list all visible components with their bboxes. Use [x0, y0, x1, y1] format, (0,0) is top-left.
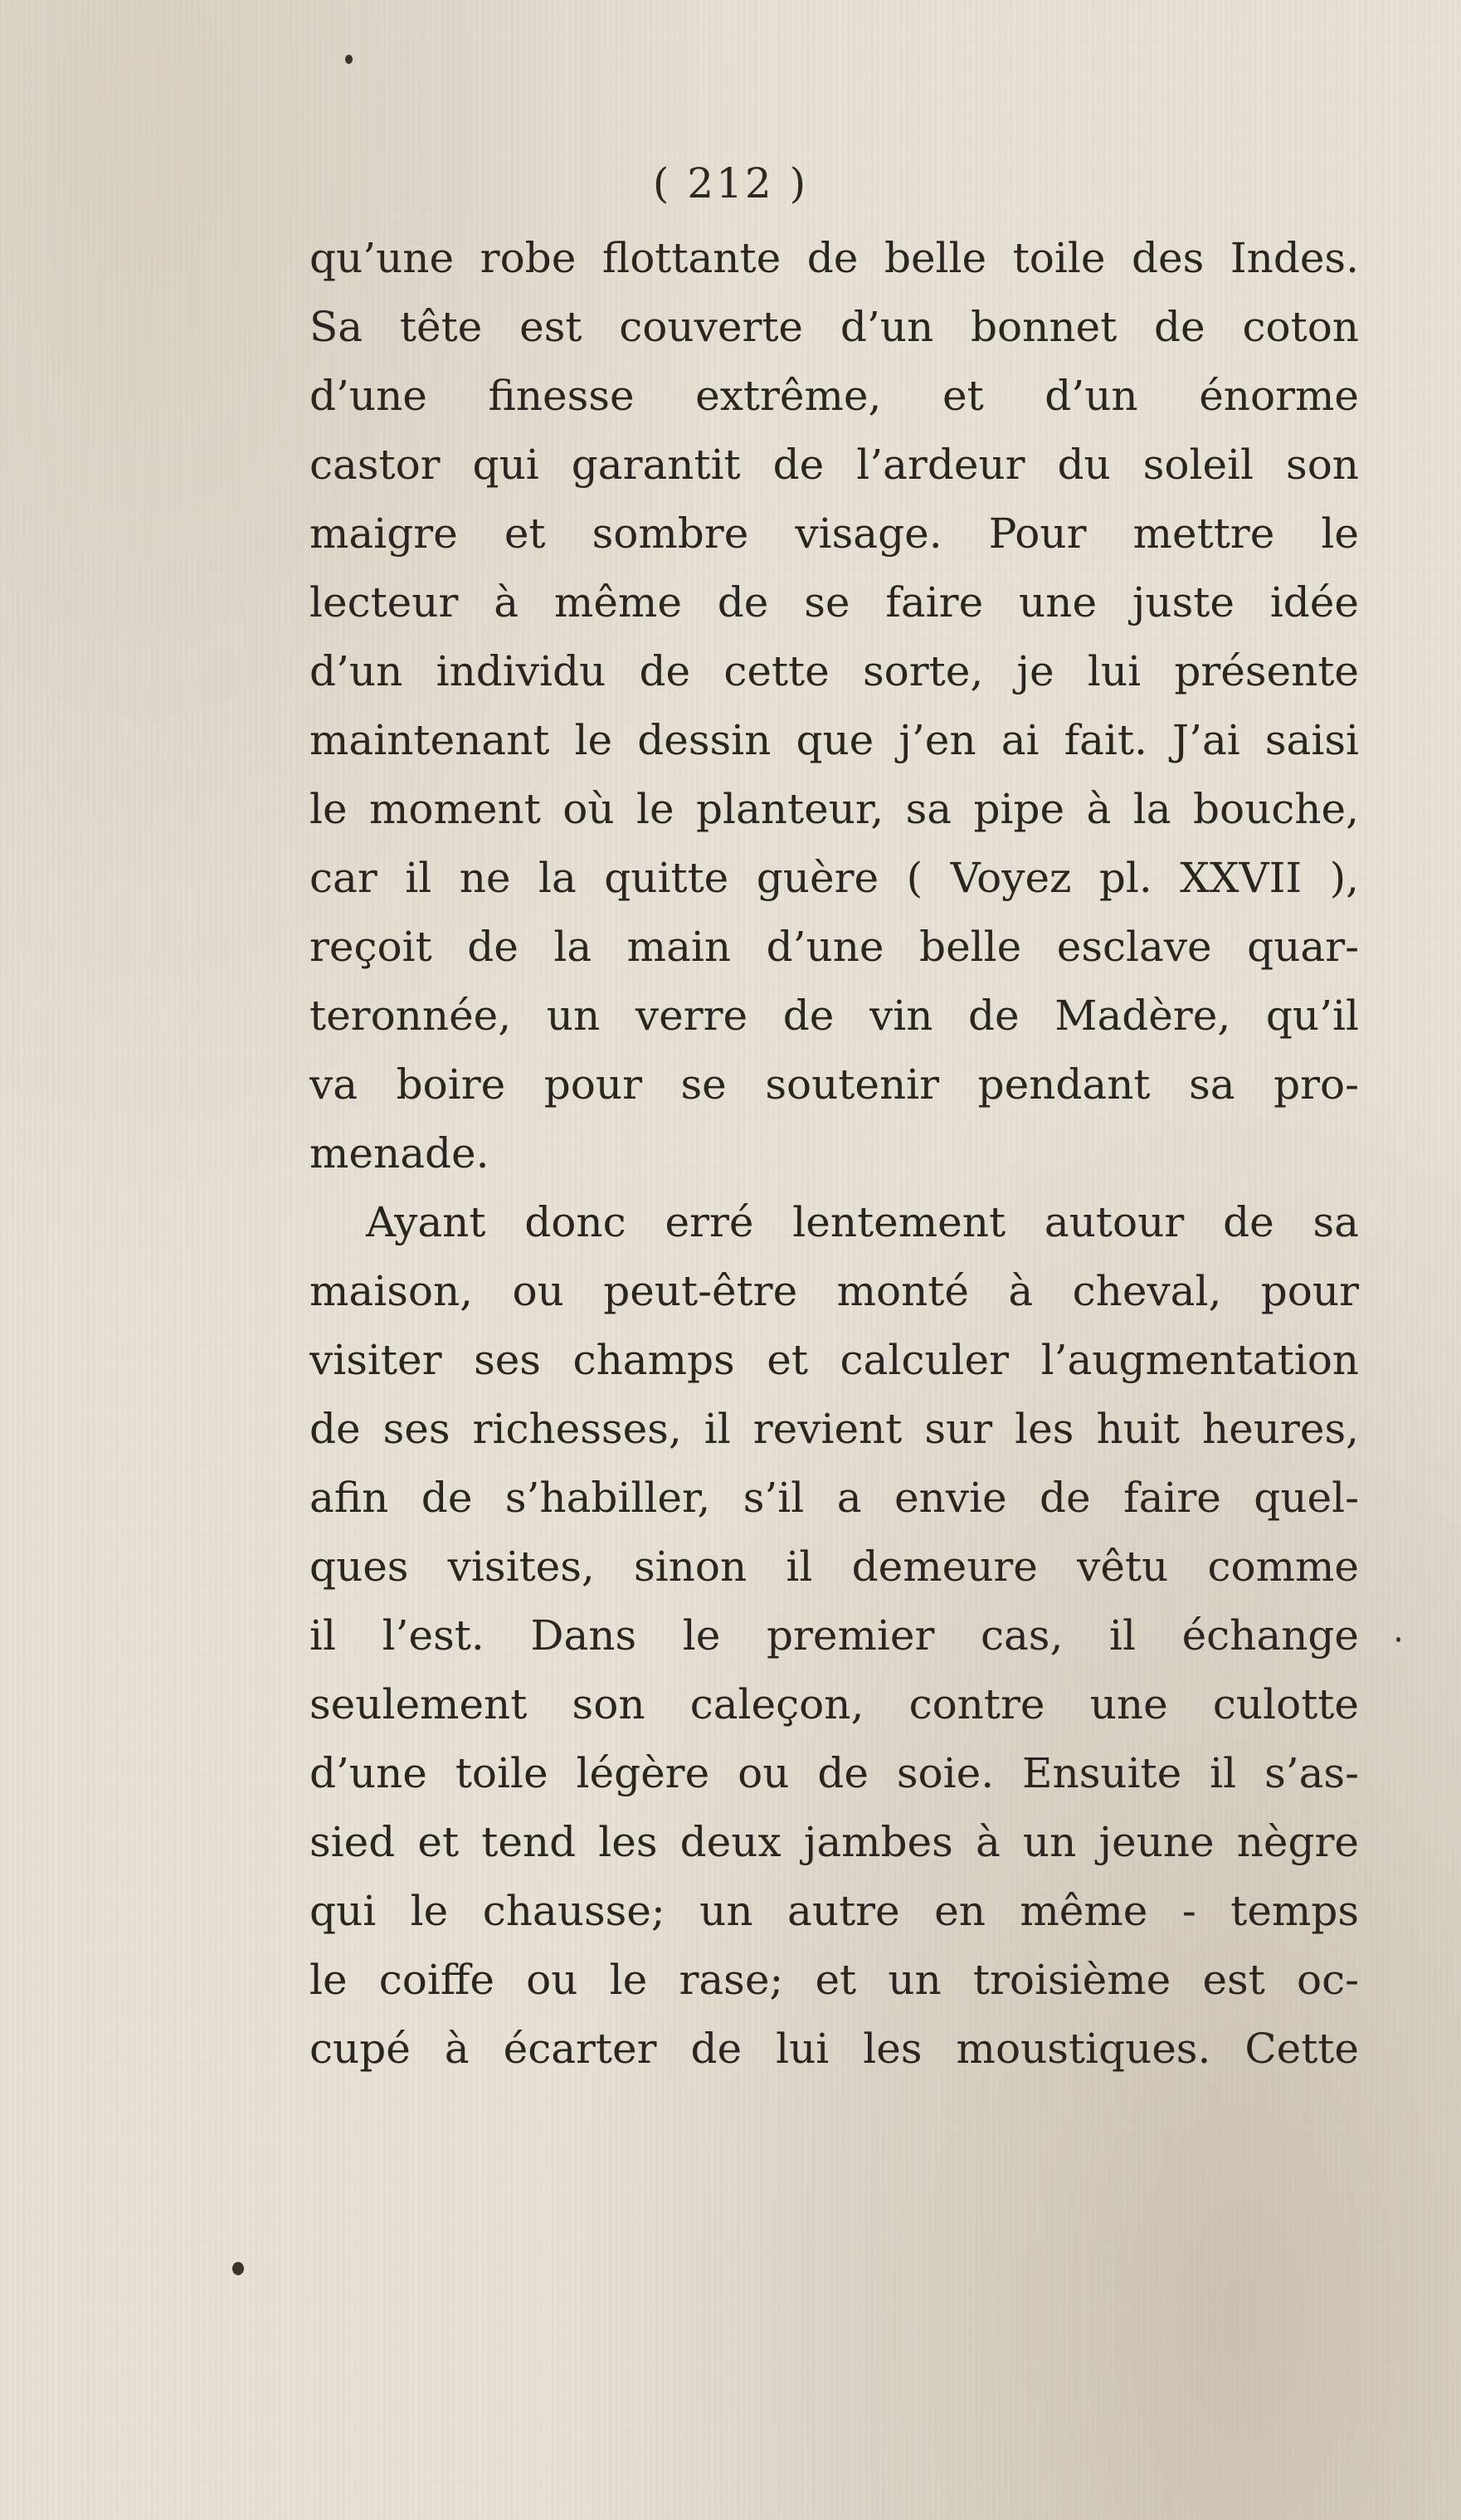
- text-line: car il ne la quitte guère ( Voyez pl. XXVII ),: [309, 854, 1359, 902]
- text-line: va boire pour se soutenir pendant sa pro-: [309, 1060, 1359, 1109]
- text-line: Sa tête est couverte d’un bonnet de coton: [309, 303, 1359, 351]
- text-line: maison, ou peut-être monté à cheval, pour: [309, 1267, 1359, 1315]
- text-line: d’une finesse extrême, et d’un énorme: [309, 372, 1359, 420]
- ink-spot: [232, 2262, 244, 2275]
- text-line: seulement son caleçon, contre une culotte: [309, 1680, 1359, 1728]
- text-line: d’un individu de cette sorte, je lui présente: [309, 647, 1359, 695]
- ink-spot: [345, 55, 353, 64]
- text-line: maintenant le dessin que j’en ai fait. J’ai saisi: [309, 716, 1359, 764]
- text-line: Ayant donc erré lentement autour de sa: [366, 1198, 1359, 1246]
- text-line: de ses richesses, il revient sur les huit heures,: [309, 1405, 1359, 1453]
- text-line: le coiffe ou le rase; et un troisième est oc-: [309, 1956, 1359, 2004]
- text-line: reçoit de la main d’une belle esclave quar-: [309, 923, 1359, 971]
- text-line: qu’une robe flottante de belle toile des Indes.: [309, 234, 1359, 282]
- page-number: ( 212 ): [652, 159, 809, 207]
- text-line: le moment où le planteur, sa pipe à la bouche,: [309, 785, 1359, 833]
- text-line: sied et tend les deux jambes à un jeune nègre: [309, 1818, 1359, 1866]
- text-line: visiter ses champs et calculer l’augmentation: [309, 1336, 1359, 1384]
- text-line: cupé à écarter de lui les moustiques. Cette: [309, 2025, 1359, 2073]
- text-line: teronnée, un verre de vin de Madère, qu’il: [309, 992, 1359, 1040]
- text-line: castor qui garantit de l’ardeur du soleil son: [309, 441, 1359, 489]
- body-text: [309, 224, 1359, 2084]
- text-line: il l’est. Dans le premier cas, il échange: [309, 1611, 1359, 1660]
- text-line: qui le chausse; un autre en même - temps: [309, 1887, 1359, 1935]
- text-line: ques visites, sinon il demeure vêtu comme: [309, 1543, 1359, 1591]
- text-line: d’une toile légère ou de soie. Ensuite il s’as-: [309, 1749, 1359, 1797]
- text-line: afin de s’habiller, s’il a envie de faire quel-: [309, 1474, 1359, 1522]
- ink-spot: [1396, 1637, 1400, 1642]
- text-line: menade.: [309, 1129, 489, 1177]
- text-line: lecteur à même de se faire une juste idée: [309, 578, 1359, 626]
- text-line: maigre et sombre visage. Pour mettre le: [309, 509, 1359, 558]
